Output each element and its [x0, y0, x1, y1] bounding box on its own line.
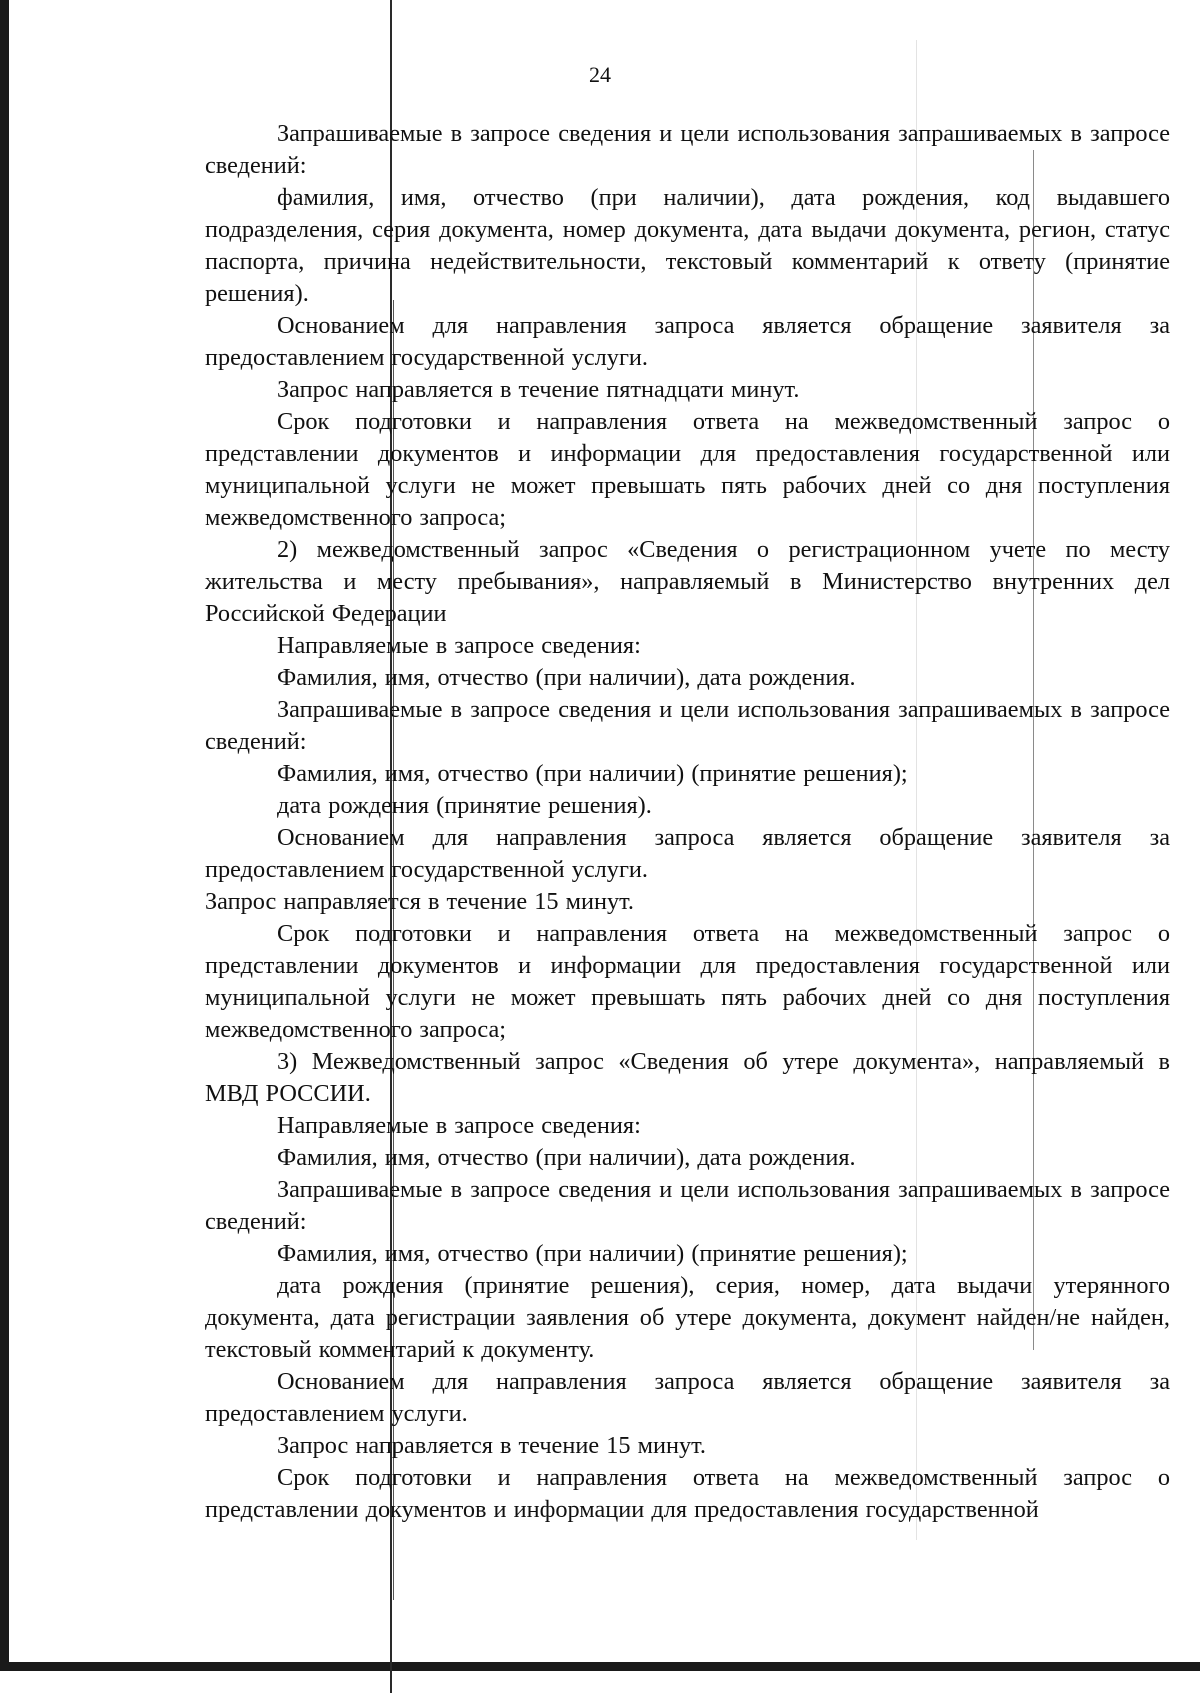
paragraph: Фамилия, имя, отчество (при наличии), дата рождения. [277, 664, 856, 691]
paragraph: Основанием для направления запроса является обращение заявителя за предоставлением услуги. [205, 1368, 1170, 1427]
paragraph: Основанием для направления запроса является обращение заявителя за предоставлением государственной услуги. [205, 824, 1170, 883]
scan-edge-left [0, 0, 9, 1662]
paragraph: Запрос направляется в течение пятнадцати минут. [277, 376, 800, 403]
paragraph: Срок подготовки и направления ответа на межведомственный запрос о представлении документов и информации для предоставления государственной [205, 1464, 1170, 1523]
paragraph: Запрашиваемые в запросе сведения и цели использования запрашиваемых в запросе сведений: [205, 120, 1170, 179]
paragraph: Фамилия, имя, отчество (при наличии) (принятие решения); [277, 760, 908, 787]
paragraph: Срок подготовки и направления ответа на межведомственный запрос о представлении документов и информации для предоставления государственной или муниципальной услуги не может превышать пять рабочих дней со дня поступления межведомственного запроса; [205, 920, 1170, 1043]
paragraph: Срок подготовки и направления ответа на межведомственный запрос о представлении документов и информации для предоставления государственной или муниципальной услуги не может превышать пять рабочих дней со дня поступления межведомственного запроса; [205, 408, 1170, 531]
paragraph: фамилия, имя, отчество (при наличии), дата рождения, код выдавшего подразделения, серия документа, номер документа, дата выдачи документа, регион, статус паспорта, причина недействительности, текстовый комментарий к ответу (принятие решения). [205, 184, 1170, 307]
paragraph: 2) межведомственный запрос «Сведения о регистрационном учете по месту жительства и месту пребывания», направляемый в Министерство внутренних дел Российской Федерации [205, 536, 1170, 627]
document-body [205, 118, 1170, 1526]
paragraph: Направляемые в запросе сведения: [277, 1112, 641, 1139]
paragraph: дата рождения (принятие решения). [277, 792, 652, 819]
paragraph: 3) Межведомственный запрос «Сведения об утере документа», направляемый в МВД РОССИИ. [205, 1048, 1170, 1107]
paragraph: Запрашиваемые в запросе сведения и цели использования запрашиваемых в запросе сведений: [205, 1176, 1170, 1235]
paragraph: дата рождения (принятие решения), серия, номер, дата выдачи утерянного документа, дата регистрации заявления об утере документа, документ найден/не найден, текстовый комментарий к документу. [205, 1272, 1170, 1363]
scan-edge-bottom [0, 1662, 1200, 1671]
paragraph: Основанием для направления запроса является обращение заявителя за предоставлением государственной услуги. [205, 312, 1170, 371]
paragraph: Запрашиваемые в запросе сведения и цели использования запрашиваемых в запросе сведений: [205, 696, 1170, 755]
page-number: 24 [589, 62, 611, 87]
paragraph: Фамилия, имя, отчество (при наличии), дата рождения. [277, 1144, 856, 1171]
paragraph: Направляемые в запросе сведения: [277, 632, 641, 659]
paragraph: Запрос направляется в течение 15 минут. [205, 888, 634, 915]
paragraph: Запрос направляется в течение 15 минут. [277, 1432, 706, 1459]
paragraph: Фамилия, имя, отчество (при наличии) (принятие решения); [277, 1240, 908, 1267]
